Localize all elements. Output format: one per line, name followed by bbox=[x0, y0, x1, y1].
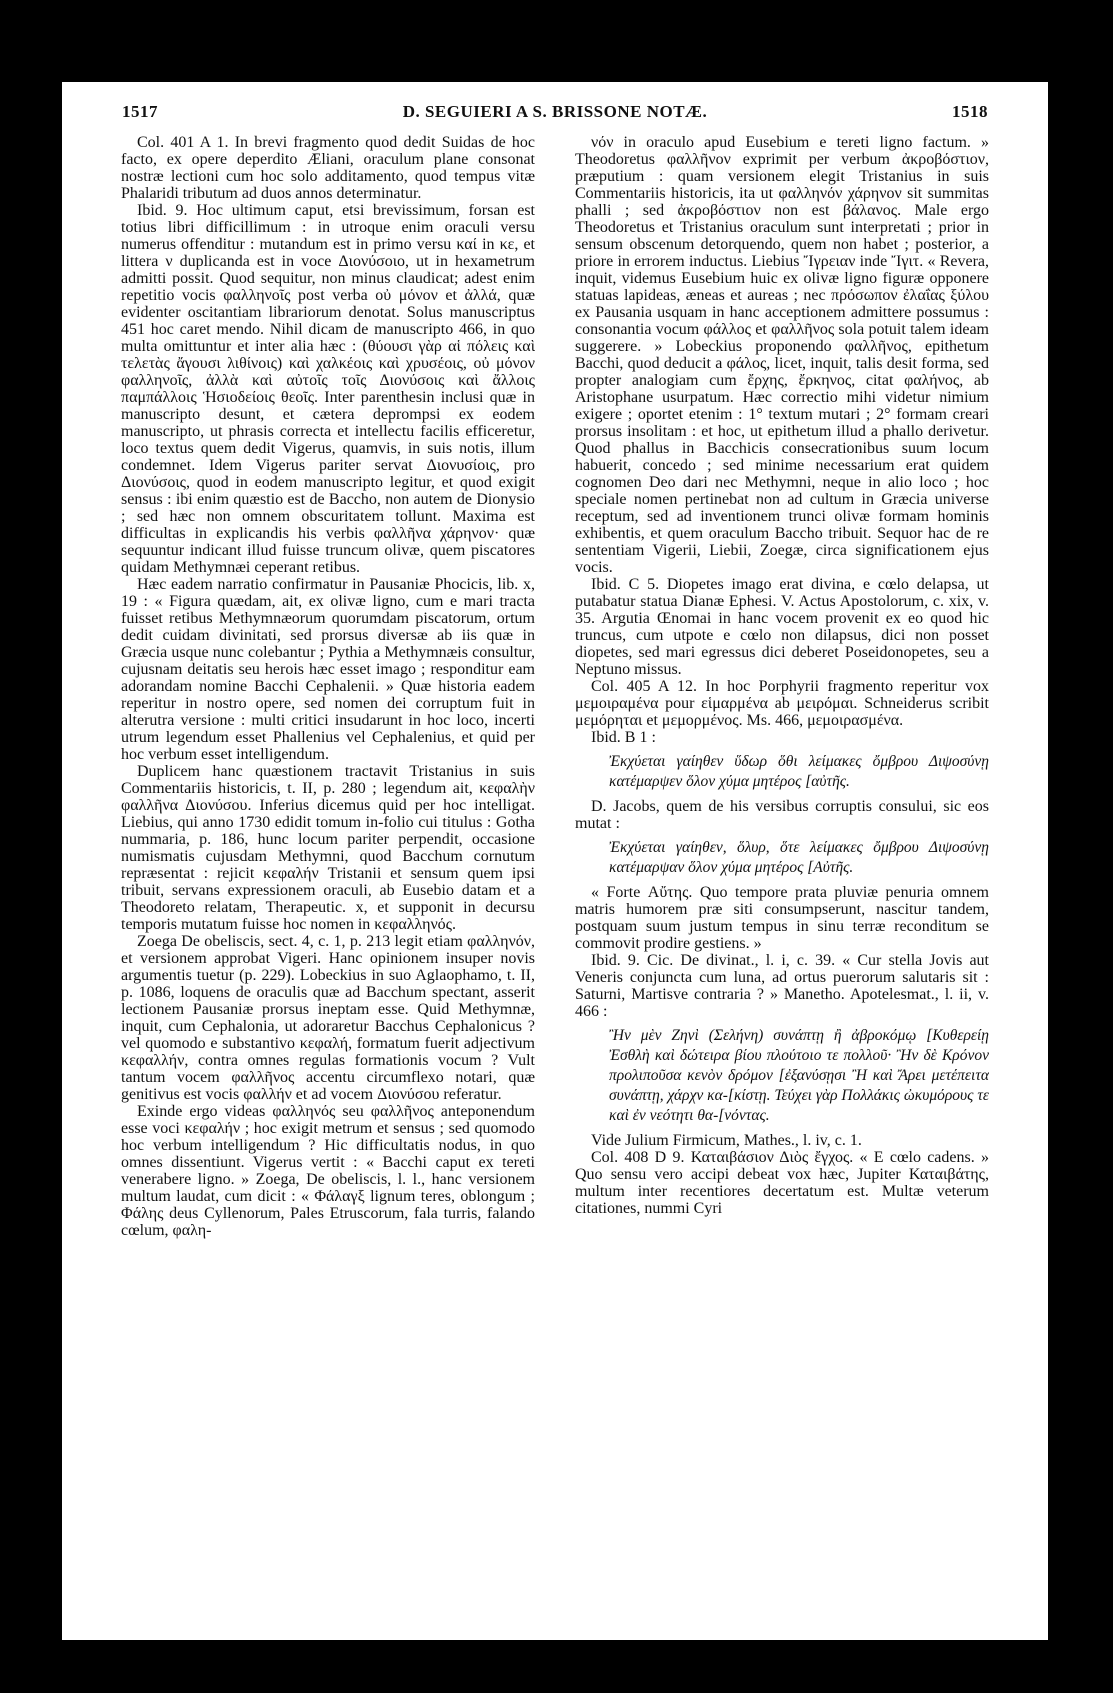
paragraph: D. Jacobs, quem de his versibus corruptis consului, sic eos mutat : bbox=[575, 798, 989, 832]
book-page bbox=[62, 82, 1048, 1640]
paragraph: Col. 405 A 12. In hoc Porphyrii fragmento reperitur vox μεμοιραμένα pour εἱμαρμένα ab μειρόμαι. Schneiderus scribit μεμόρηται et μεμορμένος. Ms. 466, μεμοιρασμένα. bbox=[575, 678, 989, 729]
greek-verse: Ἐκχύεται γαίηθεν, ὅλυρ, ὅτε λείμακες ὄμβρου Διψοσύνῃ κατέμαρψαν ὅλον χύμα μητέρος [Αὐτῆς. bbox=[609, 839, 989, 876]
page-number-left: 1517 bbox=[122, 102, 158, 121]
paragraph: νόν in oraculo apud Eusebium e tereti ligno factum. » Theodoretus φαλλῆνον exprimit per verbum ἀκροβόστιον, præputium : quam versionem elegit Tristanius in suis Commentariis historicis, ita ut φαλληνόν χάρηνον sit summitas phalli ; sed ἀκροβόστιον non est βάλανος. Male ergo Theodoretus et Tristanius oraculum sunt interpretati ; prior in sensum obscenum detorquendo, quem non habet ; posterior, a priore in errorem inductus. Liebius Ἴγρειαν inde Ἴγιτ. « Revera, inquit, videmus Eusebium huic ex olivæ ligno figuræ opponere statuas lapideas, æneas et aureas ; nec πρόσωπον ἐλαΐας ξύλου ex Pausania usquam in hanc acceptionem admittere possumus : consonantia vocum φάλλος et φαλλῆνος sola potuit talem ideam suggerere. » Lobeckius proponendo φαλλῆνος, epithetum Bacchi, quod deducit a φάλος, licet, inquit, talis desit forma, sed propter analogiam cum ἔρχης, ἔρκηνος, citat φαλήνος, ab Aristophane usurpatum. Hæc correctio mihi videtur nimium exigere ; oportet etenim : 1° textum mutari ; 2° formam creari prorsus insolitam : et hoc, ut epithetum illud a phallo derivetur. Quod phallus in Bacchicis consecrationibus suum locum habuerit, concedo ; sed minime necessarium erat quidem cognomen Deo dari nec Methymni, neque in alio loco ; hoc speciale nomen pertinebat non ad cultum in Græcia universe receptum, sed ad inventionem trunci olivæ formam hominis exhibentis, et quem oraculum Baccho tribuit. Sequor hac de re sententiam Vigerii, Liebii, Zoegæ, circa significationem ejus vocis. bbox=[575, 134, 989, 576]
page-number-right: 1518 bbox=[952, 102, 988, 121]
paragraph: « Forte Αὔτης. Quo tempore prata pluviæ penuria omnem matris humorem præ siti consumpserunt, nascitur tandem, postquam suum justum tempus in sinu terræ reconditum se commovit prodire gestiens. » bbox=[575, 884, 989, 952]
paragraph: Duplicem hanc quæstionem tractavit Tristanius in suis Commentariis historicis, t. II, p. 280 ; legendum ait, κεφαλὴν φαλλῆνα Διονύσου. Inferius dicemus quid per hoc intelligat. Liebius, qui anno 1730 edidit tomum in-folio cui titulus : Gotha nummaria, p. 186, hunc locum pariter perpendit, occasione numismatis cujusdam Methymni, quod Bacchum cornutum repræsentat : rejicit κεφαλήν Tristanii et sensum quem ipsi tribuit, servans expressionem oraculi, ab Eusebio datam et a Theodoreto relatam, Therapeutic. x, et supponit in decursu temporis mutatum fuisse hoc nomen in κεφαλληνός. bbox=[121, 763, 535, 933]
right-column bbox=[575, 134, 989, 1574]
paragraph: Zoega De obeliscis, sect. 4, c. 1, p. 213 legit etiam φαλληνόν, et versionem approbat Vigeri. Hanc opinionem insuper novis argumentis tuetur (p. 229). Lobeckius in suo Aglaophamo, t. II, p. 1086, loquens de oraculis quæ ad Bacchum spectant, asserit lectionem Pausaniæ prorsus ineptam esse. Quid Methymnæ, inquit, cum Cephalonia, ut adoraretur Bacchus Cephalonicus ? vel quomodo e substantivo κεφαλή, formatum fuerit adjectivum κεφαλλήν, contra omnes regulas formationis vocum ? Vult tantum vocem φαλλῆνος accentu circumflexo notari, quæ genitivus est vocis φαλλήν et ad vocem Διονύσου referatur. bbox=[121, 933, 535, 1103]
running-title: D. SEGUIERI A S. BRISSONE NOTÆ. bbox=[402, 102, 708, 121]
paragraph: Ibid. C 5. Diopetes imago erat divina, e cœlo delapsa, ut putabatur statua Dianæ Ephesi. V. Actus Apostolorum, c. xix, v. 35. Argutia Œnomai in hanc vocem provenit ex eo quod hic truncus, cum utpote e cœlo non dilapsus, dici non posset diopetes, sed mari egressus dici deberet Poseidonopetes, seu a Neptuno missus. bbox=[575, 576, 989, 678]
paragraph: Col. 408 D 9. Καταιβάσιον Διὸς ἔγχος. « E cœlo cadens. » Quo sensu vero accipi debeat vox hæc, Jupiter Καταιβάτης, multum inter recentiores decertatum est. Multæ veterum citationes, nummi Cyri bbox=[575, 1149, 989, 1217]
paragraph: Hæc eadem narratio confirmatur in Pausaniæ Phocicis, lib. x, 19 : « Figura quædam, ait, ex olivæ ligno, cum e mari tracta fuisset retibus Methymnæorum quorumdam piscatorum, ortum dedit cuidam divinitati, sed prorsus diversæ ab iis quæ in Græcia usque nunc colebantur ; Pythia a Methymnæis consultur, cujusnam deitatis seu herois hæc esset imago ; responditur eam adorandam nomine Bacchi Cephalenii. » Quæ historia eadem reperitur in nostro opere, sed nomen dei corruptum fuit in alterutra versione : multi critici insudarunt in hoc loco, incerti utrum legendum esset Phallenius vel Cephalenius, et quid per hoc verbum esset intelligendum. bbox=[121, 576, 535, 763]
left-column bbox=[121, 134, 535, 1564]
greek-verse: Ἐκχύεται γαίηθεν ὕδωρ ὅθι λείμακες ὄμβρου Διψοσύνῃ κατέμαρψεν ὅλον χύμα μητέρος [αὐτῆς. bbox=[609, 753, 989, 790]
greek-verse: Ἢν μὲν Ζηνὶ (Σελήνη) συνάπτῃ ἢ ἀβροκόμῳ [Κυθερείῃ Ἐσθλὴ καὶ δώτειρα βίου πλούτοιο τε πολλοῦ· Ἢν δὲ Κρόνον προλιποῦσα κενὸν δρόμον [ἐξανύσῃσι Ἢ καὶ Ἄρει μετέπειτα συνάπτῃ, χάρχν κα-[κίστῃ. Τεύχει γὰρ Πολλάκις ὠκυμόρους τε καὶ ἐν νεότητι θα-[νόντας. bbox=[609, 1027, 989, 1124]
paragraph: Ibid. 9. Cic. De divinat., l. i, c. 39. « Cur stella Jovis aut Veneris conjuncta cum luna, ad ortus puerorum salutaris sit : Saturni, Martisve contraria ? » Manetho. Apotelesmat., l. ii, v. 466 : bbox=[575, 952, 989, 1020]
paragraph: Ibid. B 1 : bbox=[591, 729, 656, 746]
paragraph: Exinde ergo videas φαλληνός seu φαλλῆνος anteponendum esse voci κεφαλήν ; hoc exigit metrum et sensus ; sed quomodo hoc verbum intelligendum ? Hic difficultatis nodus, in quo omnes dissentiunt. Vigerus vertit : « Bacchi caput ex tereti venerabere ligno. » Zoega, De obeliscis, l. l., hanc versionem multum laudat, cum dicit : « Φάλαγξ lignum teres, oblongum ; Φάλης deus Cyllenorum, Pales Etruscorum, fala turris, falando cœlum, φαλη- bbox=[121, 1103, 535, 1239]
paragraph: Vide Julium Firmicum, Mathes., l. iv, c. 1. bbox=[591, 1132, 862, 1149]
paragraph: Col. 401 A 1. In brevi fragmento quod dedit Suidas de hoc facto, ex opere deperdito Æliani, oraculum plane consonat nostræ lectioni cum hoc solo additamento, quod tempus vitæ Phalaridi tributum ad duos annos determinatur. bbox=[121, 134, 535, 202]
paragraph: Ibid. 9. Hoc ultimum caput, etsi brevissimum, forsan est totius libri difficillimum : in utroque enim oraculi versu numerus offenditur : mutandum est in primo versu καί in κε, et littera ν duplicanda est in voce Διονύσοιο, ut in hexametrum admitti possit. Quod sequitur, non minus claudicat; adest enim repetitio vocis φαλληνοῖς post verba οὐ μόνον et ἀλλά, quæ evidenter oscitantiam librariorum denotat. Solus manuscriptus 451 hoc caret mendo. Nihil dicam de manuscripto 466, in quo multa omittuntur et inter alia hæc : (θύουσι γὰρ αἱ πόλεις καὶ τελετὰς ἄγουσι λιθίνοις) καὶ χαλκέοις καὶ χρυσέοις, οὐ μόνον φαλληνοῖς, ἀλλὰ καὶ αὐτοῖς τοῖς Διονύσοις καὶ ἄλλοις παμπάλλοις Ἡσιοδείοις θεοῖς. Inter parenthesin inclusi quæ in manuscripto desunt, et cætera deprompsi ex eodem manuscripto, ut phrasis correcta et intellectu facilis efficeretur, loco textus quem dedit Vigerus, quamvis, in suis notis, illum condemnet. Idem Vigerus pariter servat Διονυσίοις, pro Διονύσοις, quod in eodem manuscripto legitur, et quod exigit sensus : ibi enim quæstio est de Baccho, non autem de Dionysio ; sed hæc non omnem obscuritatem tollunt. Maxima est difficultas in explicandis his verbis φαλλῆνα χάρηνον· quæ sequuntur indicant illud fuisse truncum olivæ, quem piscatores quidam Methymnæi ceperant retibus. bbox=[121, 202, 535, 576]
running-header bbox=[122, 102, 988, 126]
